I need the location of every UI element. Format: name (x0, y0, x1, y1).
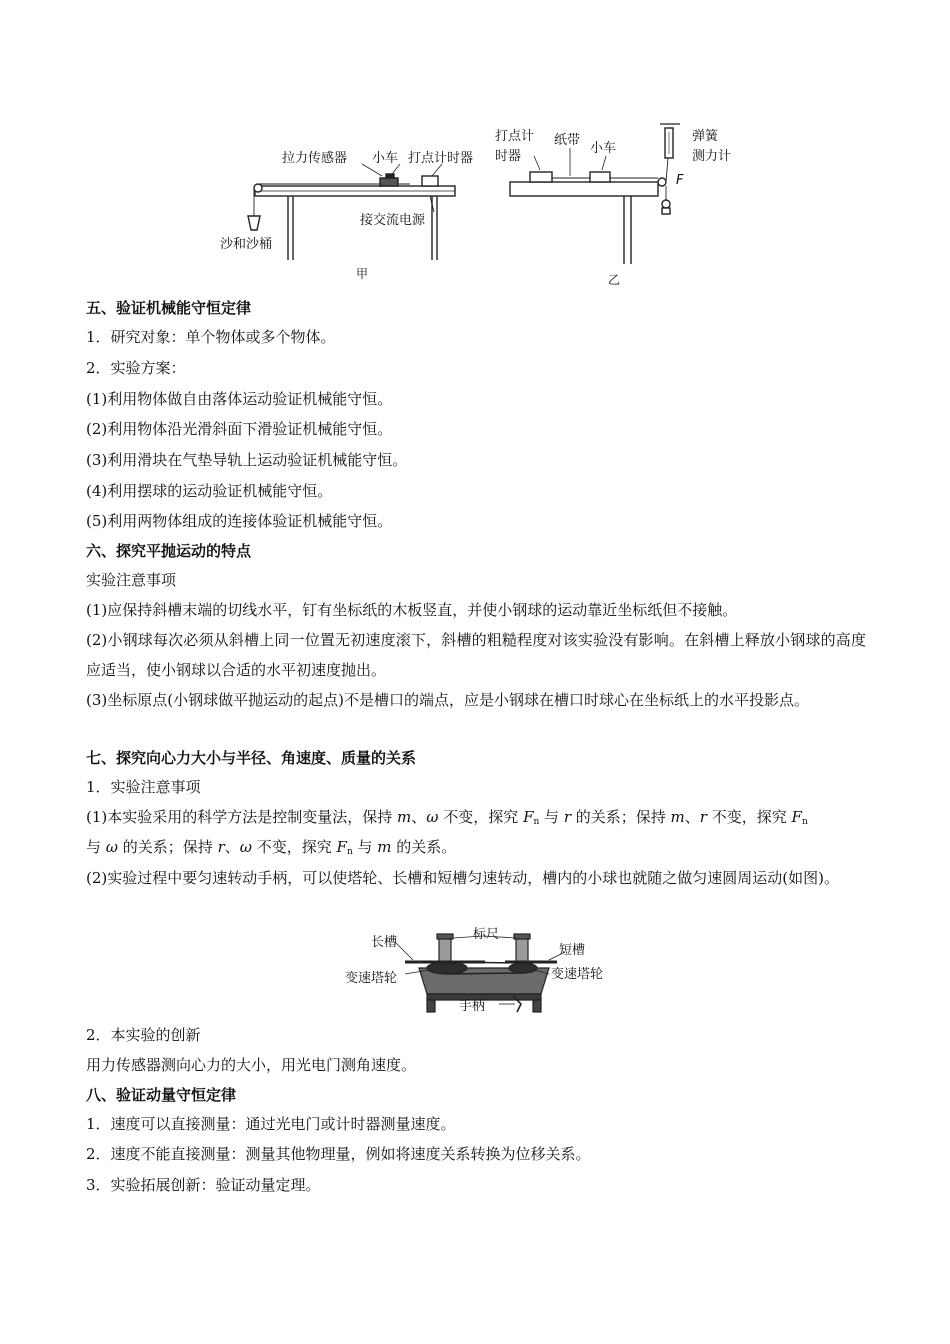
sec6-paragraph-2: (2)小钢球每次必须从斜槽上同一位置无初速度滚下，斜槽的粗糙程度对该实验没有影响。在斜槽上释放小钢球的高度应适当，使小钢球以合适的水平初速度抛出。 (86, 631, 866, 679)
label-short-slot: 短槽 (559, 943, 586, 958)
sec7-paragraph-1-line2: 与 ω 的关系；保持 r、ω 不变，探究 $F_n$ 与 m 的关系。 (86, 838, 457, 857)
section-7-title: 七、探究向心力大小与半径、角速度、质量的关系 (86, 749, 417, 767)
centripetal-apparatus-figure (335, 924, 625, 1020)
sec8-item-1: 1．速度可以直接测量：通过光电门或计时器测量速度。 (86, 1115, 456, 1133)
section-5-title: 五、验证机械能守恒定律 (86, 299, 252, 317)
sec5-item-6: (4)利用摆球的运动验证机械能守恒。 (86, 482, 333, 500)
label-pulley-left: 变速塔轮 (345, 971, 398, 986)
label-ruler: 标尺 (473, 927, 500, 942)
sec6-paragraph-3: (3)坐标原点(小钢球做平抛运动的起点)不是槽口的端点，应是小钢球在槽口时球心在坐标纸上的水平投影点。 (86, 691, 809, 709)
label-timer-yi-line2: 时器 (495, 149, 522, 164)
label-force-sensor: 拉力传感器 (282, 151, 348, 166)
sec5-item-4: (2)利用物体沿光滑斜面下滑验证机械能守恒。 (86, 420, 393, 438)
label-sand-bucket: 沙和沙桶 (220, 237, 273, 252)
sec7-item-2-text: 用力传感器测向心力的大小，用光电门测角速度。 (86, 1056, 417, 1074)
caption-yi: 乙 (608, 273, 621, 287)
sec5-item-3: (1)利用物体做自由落体运动验证机械能守恒。 (86, 390, 393, 408)
sec8-item-3: 3．实验拓展创新：验证动量定理。 (86, 1176, 321, 1194)
label-cart-jia: 小车 (372, 151, 399, 166)
label-spring-line2: 测力计 (692, 149, 732, 164)
label-spring-line1: 弹簧 (692, 129, 719, 144)
label-tape: 纸带 (554, 133, 581, 148)
sec5-item-2: 2．实验方案： (86, 359, 186, 377)
label-cart-yi: 小车 (590, 141, 617, 156)
section-6-title: 六、探究平抛运动的特点 (86, 542, 252, 560)
sec7-paragraph-2: (2)实验过程中要匀速转动手柄，可以使塔轮、长槽和短槽匀速转动，槽内的小球也就随之做匀速圆周运动(如图)。 (86, 869, 839, 887)
label-handle: 手柄 (459, 999, 486, 1014)
sec6-paragraph-1: (1)应保持斜槽末端的切线水平，钉有坐标纸的木板竖直，并使小钢球的运动靠近坐标纸但不接触。 (86, 601, 738, 619)
label-force-f: F (676, 173, 684, 188)
setup-figure-jia-yi (210, 112, 750, 292)
section-8-title: 八、验证动量守恒定律 (86, 1086, 237, 1104)
sec5-item-1: 1．研究对象：单个物体或多个物体。 (86, 328, 336, 346)
sec7-paragraph-1-line1: (1)本实验采用的科学方法是控制变量法，保持 m、ω 不变，探究 $F_n$ 与 r 的关系；保持 m、r 不变，探究 $F_n$ (86, 808, 808, 827)
sec5-item-5: (3)利用滑块在气垫导轨上运动验证机械能守恒。 (86, 451, 408, 469)
sec7-item-2: 2．本实验的创新 (86, 1026, 201, 1044)
label-timer-jia: 打点计时器 (408, 151, 474, 166)
label-long-slot: 长槽 (371, 935, 398, 950)
label-ac-power: 接交流电源 (360, 213, 426, 228)
setup-jia-drawing (248, 164, 455, 260)
sec5-item-7: (5)利用两物体组成的连接体验证机械能守恒。 (86, 512, 393, 530)
caption-jia: 甲 (356, 267, 369, 281)
label-pulley-right: 变速塔轮 (551, 967, 604, 982)
label-timer-yi-line1: 打点计 (495, 129, 535, 144)
sec6-subtitle: 实验注意事项 (86, 571, 177, 589)
sec7-item-1: 1．实验注意事项 (86, 778, 201, 796)
sec8-item-2: 2．速度不能直接测量：测量其他物理量，例如将速度关系转换为位移关系。 (86, 1145, 591, 1163)
